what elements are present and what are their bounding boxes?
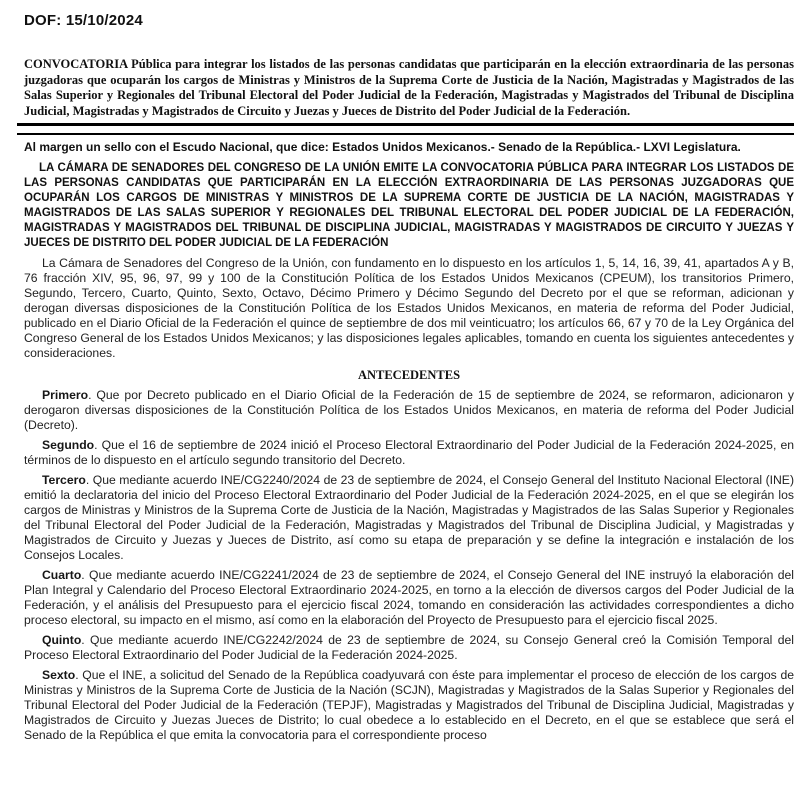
divider-rule-bottom [17, 133, 794, 135]
summary-paragraph: CONVOCATORIA Pública para integrar los listados de las personas candidatas que participarán en la elección extraordinaria de las personas juzgadoras que ocuparán los cargos de Ministras y Ministros de la Suprema Corte de Justicia de la Nación, Magistradas y Magistrados de las Salas Superior y Regionales del Tribunal Electoral del Poder Judicial de la Federación, Magistradas y Magistrados del Tribunal de Disciplina Judicial, Magistradas y Magistrados de Circuito y Juezas y Jueces de Distrito del Poder Judicial de la Federación. [24, 57, 794, 118]
antecedente-quinto-text: . Que mediante acuerdo INE/CG2242/2024 de 23 de septiembre de 2024, su Consejo General creó la Comisión Temporal del Proceso Electoral Extraordinario del Poder Judicial de la Federación 2024-2025. [24, 632, 794, 662]
antecedente-segundo-text: . Que el 16 de septiembre de 2024 inició el Proceso Electoral Extraordinario del Poder Judicial de la Federación 2024-2025, en términos de lo dispuesto en el artículo segundo transitorio del Decreto. [24, 437, 794, 467]
antecedente-tercero-text: . Que mediante acuerdo INE/CG2240/2024 de 23 de septiembre de 2024, el Consejo General del Instituto Nacional Electoral (INE) emitió la declaratoria del inicio del Proceso Electoral Extraordinario del Poder Judicial de la Federación 2024-2025, en el que se elegirán los cargos de Ministras y Ministros de la Suprema Corte de Justicia de la Nación, Magistradas y Magistrados de las Salas Superior y Regionales del Tribunal Electoral del Poder Judicial de la Federación, Magistradas y Magistrados del Tribunal de Disciplina Judicial, y Magistradas y Magistrados de Circuito y Juezas y Jueces de Distrito, así como su etapa de preparación y se define la integración e instalación de los Consejos Locales. [24, 472, 794, 562]
antecedente-tercero [24, 473, 794, 563]
al-margen-paragraph: Al margen un sello con el Escudo Nacional, que dice: Estados Unidos Mexicanos.- Senado de la República.- LXVI Legislatura. [24, 140, 741, 154]
dof-date: DOF: 15/10/2024 [24, 12, 143, 29]
proclamation-paragraph: LA CÁMARA DE SENADORES DEL CONGRESO DE LA UNIÓN EMITE LA CONVOCATORIA PÚBLICA PARA INTEGRAR LOS LISTADOS DE LAS PERSONAS CANDIDATAS QUE PARTICIPARÁN EN LA ELECCIÓN EXTRAORDINARIA DE LAS PERSONAS JUZGADORAS QUE OCUPARÁN LOS CARGOS DE MINISTRAS Y MINISTROS DE LA SUPREMA CORTE DE JUSTICIA DE LA NACIÓN, MAGISTRADAS Y MAGISTRADOS DE LAS SALAS SUPERIOR Y REGIONALES DEL TRIBUNAL ELECTORAL DEL PODER JUDICIAL DE LA FEDERACIÓN, MAGISTRADAS Y MAGISTRADOS DEL TRIBUNAL DE DISCIPLINA JUDICIAL, MAGISTRADAS Y MAGISTRADOS DE CIRCUITO Y JUEZAS Y JUECES DE DISTRITO DEL PODER JUDICIAL DE LA FEDERACIÓN [24, 161, 794, 249]
antecedente-primero [24, 388, 794, 433]
antecedente-tercero-label: Tercero [42, 472, 86, 487]
antecedente-segundo [24, 438, 794, 468]
divider-rule-top [17, 123, 794, 126]
antecedente-quinto-label: Quinto [42, 632, 82, 647]
antecedente-primero-label: Primero [42, 387, 89, 402]
legal-basis-paragraph: La Cámara de Senadores del Congreso de la Unión, con fundamento en lo dispuesto en los artículos 1, 5, 14, 16, 39, 41, apartados A y B, 76 fracción XIV, 95, 96, 97, 99 y 100 de la Constitución Política de los Estados Unidos Mexicanos (CPEUM), los transitorios Primero, Segundo, Tercero, Cuarto, Quinto, Sexto, Octavo, Décimo Primero y Décimo Segundo del Decreto por el que se reforman, adicionan y derogan diversas disposiciones de la Constitución Política de los Estados Unidos Mexicanos, en materia de reforma del Poder Judicial, publicado en el Diario Oficial de la Federación el quince de septiembre de dos mil veinticuatro; los artículos 66, 67 y 70 de la Ley Orgánica del Congreso General de los Estados Unidos Mexicanos; y las disposiciones legales aplicables, tomando en cuenta los siguientes antecedentes y consideraciones. [24, 255, 794, 360]
antecedente-cuarto [24, 568, 794, 628]
antecedente-sexto [24, 668, 794, 743]
antecedente-quinto [24, 633, 794, 663]
antecedente-cuarto-label: Cuarto [42, 567, 82, 582]
antecedentes-heading: ANTECEDENTES [357, 367, 461, 382]
antecedente-cuarto-text: . Que mediante acuerdo INE/CG2241/2024 de 23 de septiembre de 2024, el Consejo General del INE instruyó la elaboración del Plan Integral y Calendario del Proceso Electoral Extraordinario 2024-2025, en torno a la elección de diversos cargos del Poder Judicial de la Federación, y el análisis del Presupuesto para el ejercicio fiscal 2024, tomando en consideración las actividades correspondientes a dicho proceso electoral, su impacto en el mismo, así como en la elaboración del Proyecto de Presupuesto para el ejercicio fiscal 2025. [24, 567, 794, 627]
antecedente-sexto-label: Sexto [42, 667, 76, 682]
antecedente-primero-text: . Que por Decreto publicado en el Diario Oficial de la Federación de 15 de septiembre de 2024, se reformaron, adicionaron y derogaron diversas disposiciones de la Constitución Política de los Estados Unidos Mexicanos, en materia de reforma del Poder Judicial (Decreto). [24, 387, 794, 432]
antecedente-sexto-text: . Que el INE, a solicitud del Senado de la República coadyuvará con éste para implementar el proceso de elección de los cargos de Ministras y Ministros de la Suprema Corte de Justicia de la Nación (SCJN), Magistradas y Magistrados de la Salas Superior y Regionales del Tribunal Electoral del Poder Judicial de la Federación (TEPJF), Magistradas y Magistrados del Tribunal de Disciplina Judicial, Magistradas y Magistrados de Circuito y Juezas Jueces de Distrito; lo cual obedece a lo establecido en el Decreto, en el que se establece que será el Senado de la República el que emita la convocatoria para el correspondiente proceso [24, 667, 794, 742]
antecedente-segundo-label: Segundo [42, 437, 95, 452]
